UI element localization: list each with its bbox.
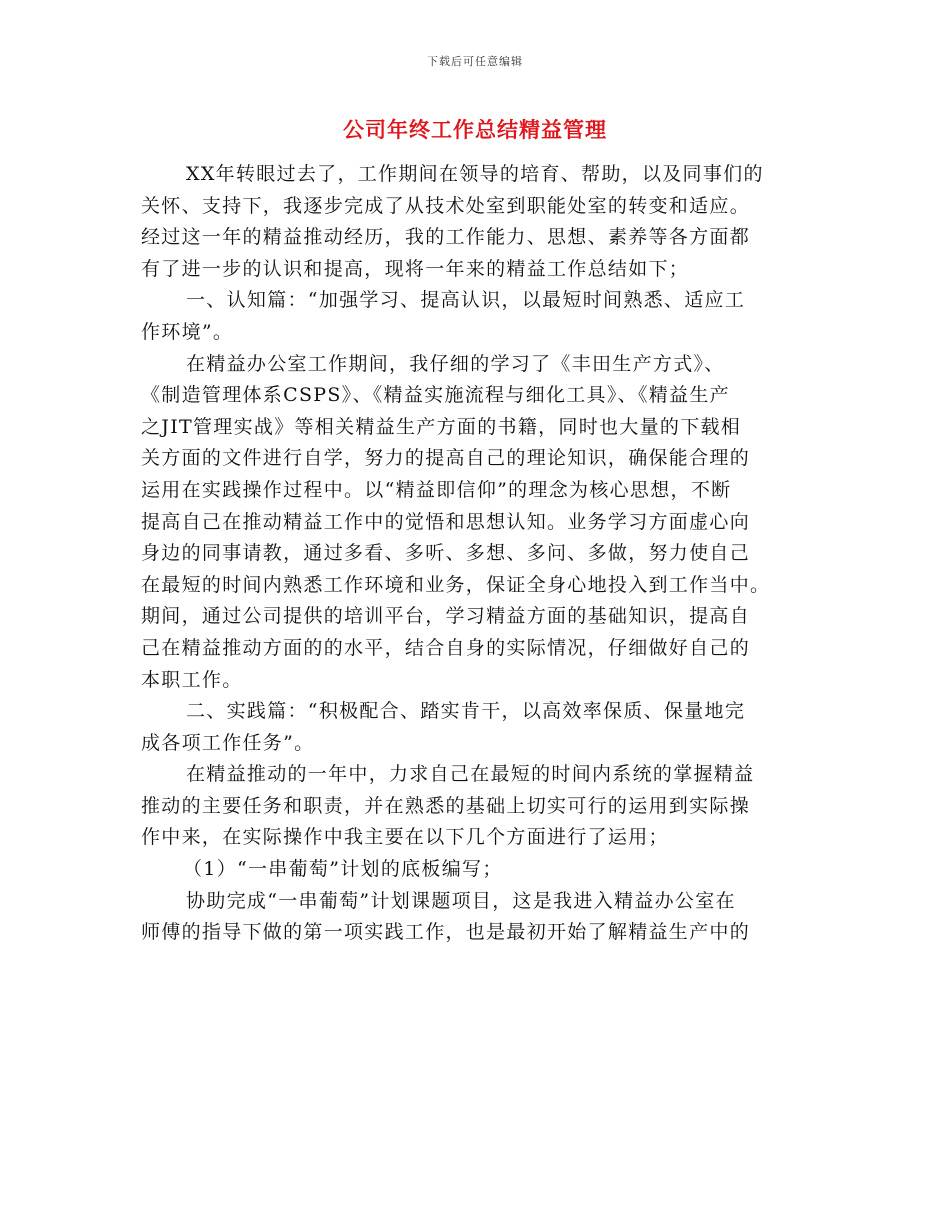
body-line: XX年转眼过去了，工作期间在领导的培育、帮助，以及同事们的 [186, 163, 764, 185]
body-line: 提高自己在推动精益工作中的觉悟和思想认知。业务学习方面虚心向 [141, 510, 751, 533]
body-line: 己在精益推动方面的的水平，结合自身的实际情况，仔细做好自己的 [141, 636, 751, 659]
body-line: 作中来，在实际操作中我主要在以下几个方面进行了运用； [141, 826, 669, 849]
document-body [141, 159, 809, 949]
body-line: 在最短的时间内熟悉工作环境和业务，保证全身心地投入到工作当中。 [141, 573, 771, 596]
body-line: （1）“一串葡萄”计划的底板编写； [183, 858, 503, 881]
body-line: 《制造管理体系CSPS》、《精益实施流程与细化工具》、《精益生产 [141, 384, 730, 407]
body-line: 作环境”。 [141, 320, 234, 343]
body-line: 身边的同事请教，通过多看、多听、多想、多问、多做，努力使自己 [141, 542, 751, 565]
body-line: 经过这一年的精益推动经历，我的工作能力、思想、素养等各方面都 [141, 226, 751, 249]
body-line: 有了进一步的认识和提高，现将一年来的精益工作总结如下； [141, 257, 690, 280]
body-line: 在精益办公室工作期间，我仔细的学习了《丰田生产方式》、 [186, 352, 725, 375]
body-line: 二、实践篇：“积极配合、踏实肯干，以高效率保质、保量地完 [186, 700, 746, 723]
body-line: 一、认知篇：“加强学习、提高认识，以最短时间熟悉、适应工 [186, 289, 746, 312]
body-line: 成各项工作任务”。 [141, 731, 315, 754]
body-line: 协助完成“一串葡萄”计划课题项目，这是我进入精益办公室在 [186, 889, 736, 912]
body-line: 运用在实践操作过程中。以“精益即信仰”的理念为核心思想，不断 [141, 478, 732, 501]
body-line: 关方面的文件进行自学，努力的提高自己的理论知识，确保能合理的 [141, 447, 751, 470]
body-line: 本职工作。 [141, 668, 243, 691]
page-header-note: 下载后可任意编辑 [427, 55, 523, 68]
document-title: 公司年终工作总结精益管理 [343, 117, 607, 142]
body-line: 在精益推动的一年中，力求自己在最短的时间内系统的掌握精益 [186, 763, 755, 786]
body-line: 推动的主要任务和职责，并在熟悉的基础上切实可行的运用到实际操 [141, 794, 751, 817]
body-line: 期间，通过公司提供的培训平台，学习精益方面的基础知识，提高自 [141, 605, 751, 628]
body-line: 师傅的指导下做的第一项实践工作，也是最初开始了解精益生产中的 [141, 921, 751, 944]
body-line: 关怀、支持下，我逐步完成了从技术处室到职能处室的转变和适应。 [141, 194, 751, 217]
body-line: 之JIT管理实战》等相关精益生产方面的书籍，同时也大量的下载相 [141, 415, 742, 438]
